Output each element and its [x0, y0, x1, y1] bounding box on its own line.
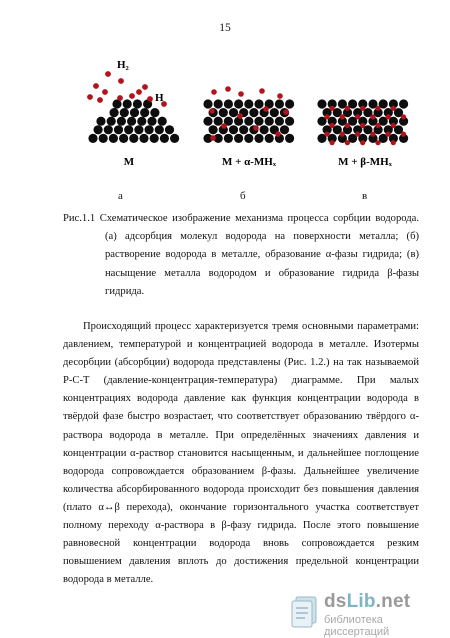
metal-atom	[270, 108, 279, 117]
metal-atom	[265, 134, 274, 143]
panel-c-beta-phase	[317, 99, 408, 145]
metal-atom	[140, 108, 149, 117]
metal-atom	[275, 117, 284, 126]
metal-atom	[160, 134, 169, 143]
panel-a-letter: а	[118, 190, 123, 202]
hydrogen-atom	[375, 123, 380, 128]
hydrogen-atom	[147, 96, 153, 102]
hydrogen-atom	[391, 123, 396, 128]
hydrogen-atom	[360, 106, 365, 111]
hydrogen-atom	[129, 93, 135, 99]
metal-atom	[150, 108, 159, 117]
metal-atom	[158, 117, 167, 126]
metal-atom	[317, 99, 326, 108]
metal-atom	[203, 99, 212, 108]
metal-atom	[134, 125, 143, 134]
figure-caption	[63, 210, 419, 301]
hydrogen-atom	[375, 140, 380, 145]
hydrogen-atom	[330, 123, 335, 128]
metal-atom	[129, 134, 138, 143]
hydrogen-atom	[275, 131, 281, 137]
hydrogen-atom	[340, 114, 345, 119]
metal-atom	[107, 117, 116, 126]
metal-atom	[224, 134, 233, 143]
hydrogen-atom	[259, 88, 265, 94]
panel-a-label: M	[123, 156, 135, 168]
hydrogen-atom	[221, 123, 227, 129]
watermark-tagline: библиотека диссертаций	[324, 614, 390, 638]
metal-atom	[229, 125, 238, 134]
caption-head: Рис.1.1 Схематическое изображение механизма процесса сорбции водорода.	[63, 213, 419, 224]
hydrogen-atom	[102, 89, 108, 95]
metal-atom	[249, 108, 258, 117]
metal-atom	[229, 108, 238, 117]
metal-atom	[280, 125, 289, 134]
hydrogen-atom	[283, 109, 289, 115]
metal-atom	[127, 117, 136, 126]
hydrogen-atom	[386, 132, 391, 137]
hydrogen-atom	[330, 106, 335, 111]
metal-atom	[219, 108, 228, 117]
hydrogen-atom	[401, 132, 406, 137]
metal-atom	[224, 99, 233, 108]
panel-c-label: M + β-MHₓ	[338, 156, 392, 168]
hydrogen-atom	[391, 106, 396, 111]
metal-atom	[130, 108, 139, 117]
metal-atom	[170, 134, 179, 143]
panel-c-letter: в	[362, 190, 368, 202]
metal-atom	[150, 134, 159, 143]
caption-body: (а) адсорбция молекул водорода на поверхности металла; (б) растворение водорода в металле, образование α-фазы гидрида; (в) насыщение металла водородом и образование гидрида β-фазы гидрида.	[105, 231, 419, 297]
body-paragraph: Происходящий процесс характеризуется тремя основными параметрами: давлением, температурой и концентрацией водорода в металле. Изотермы десорбции (абсорбции) водорода представлены (Рис. 1.2.) на так называемой P-C-T (давление-концентрация-температура) диаграмме. При малых концентрациях водорода давление как функция концентрации водорода в твёрдой фазе быстро возрастает, что соответствует образованию твёрдого α-раствора водорода в металле. При определённых значениях давления и концентрации α-раствор становится насыщенным, и дальнейшее поглощение водорода сопровождается образованием β-фазы. Дальнейшее увеличение количества абсорбированного водорода происходит без повышения давления (плато α↔β перехода), окончание горизонтального участка соответствует полному переходу α-раствора в β-фазу гидрида. После этого повышение равновесной концентрации водорода вновь сопровождается резким повышением давления вплоть до достижения предельной концентрации водорода в металле.	[63, 321, 419, 586]
panel-b-alpha-phase	[203, 86, 294, 143]
brand-net: .net	[375, 591, 411, 612]
metal-atom	[214, 117, 223, 126]
metal-atom	[110, 108, 119, 117]
metal-atom	[234, 134, 243, 143]
hydrogen-atom	[355, 132, 360, 137]
hydrogen-atom	[238, 91, 244, 97]
hydrogen-atom	[142, 84, 148, 90]
metal-atom	[119, 134, 128, 143]
metal-atom	[99, 134, 108, 143]
watermark-brand	[324, 591, 410, 613]
hydrogen-atom	[345, 106, 350, 111]
hydrogen-atom	[324, 132, 329, 137]
panel-b-letter: б	[240, 190, 246, 202]
metal-atom	[109, 134, 118, 143]
h2-gas-label: H₂	[117, 59, 129, 71]
hydrogen-atom	[209, 108, 215, 114]
hydrogen-atom	[211, 89, 217, 95]
hydrogen-atom	[324, 114, 329, 119]
hydrogen-atom	[345, 123, 350, 128]
metal-atom	[239, 125, 248, 134]
hydrogen-atom	[277, 93, 283, 99]
hydrogen-atom	[370, 114, 375, 119]
metal-atom	[124, 125, 133, 134]
metal-atom	[209, 125, 218, 134]
metal-atom	[155, 125, 164, 134]
metal-atom	[285, 134, 294, 143]
hydrogen-atom	[210, 135, 216, 141]
page-number: 15	[219, 22, 231, 34]
metal-atom	[254, 117, 263, 126]
hydrogen-atom	[97, 97, 103, 103]
figure-panel-letters	[0, 190, 450, 206]
hydrogen-atom	[386, 114, 391, 119]
hydrogen-atom	[105, 71, 111, 77]
metal-atom	[260, 125, 269, 134]
metal-atom	[165, 125, 174, 134]
hydrogen-atom	[225, 86, 231, 92]
metal-atom	[88, 134, 97, 143]
dslib-logo-icon	[290, 593, 320, 629]
sorption-mechanism-figure	[0, 0, 450, 190]
metal-atom	[147, 117, 156, 126]
metal-atom	[123, 99, 132, 108]
metal-atom	[244, 134, 253, 143]
metal-atom	[234, 99, 243, 108]
hydrogen-atom	[136, 89, 142, 95]
hydrogen-atom	[330, 140, 335, 145]
metal-atom	[137, 117, 146, 126]
hydrogen-atom	[117, 95, 123, 101]
metal-atom	[244, 99, 253, 108]
hydrogen-atom	[93, 83, 99, 89]
brand-ds: ds	[324, 591, 347, 612]
metal-atom	[114, 125, 123, 134]
metal-atom	[265, 117, 274, 126]
brand-lib: Lib	[346, 591, 376, 612]
hydrogen-atom	[340, 132, 345, 137]
hydrogen-atom	[401, 114, 406, 119]
hydrogen-atom	[118, 78, 124, 84]
hydrogen-atom	[253, 125, 259, 131]
metal-atom	[285, 99, 294, 108]
metal-atom	[244, 117, 253, 126]
metal-atom	[117, 117, 126, 126]
metal-atom	[254, 99, 263, 108]
metal-atom	[254, 134, 263, 143]
panel-b-label: M + α-MHₓ	[221, 156, 277, 168]
metal-atom	[275, 99, 284, 108]
metal-atom	[214, 99, 223, 108]
hydrogen-atom	[375, 106, 380, 111]
hydrogen-atom	[263, 106, 269, 112]
metal-atom	[285, 117, 294, 126]
hydrogen-atom	[391, 140, 396, 145]
hydrogen-atom	[360, 140, 365, 145]
hydrogen-atom	[355, 114, 360, 119]
h-atom-label: H	[155, 92, 164, 104]
metal-atom	[120, 108, 129, 117]
panel-a-adsorption	[87, 71, 179, 143]
hydrogen-atom	[87, 94, 93, 100]
metal-atom	[96, 117, 105, 126]
hydrogen-atom	[360, 123, 365, 128]
metal-atom	[203, 117, 212, 126]
metal-atom	[139, 134, 148, 143]
metal-atom	[145, 125, 154, 134]
hydrogen-atom	[345, 140, 350, 145]
metal-atom	[104, 125, 113, 134]
metal-atom	[133, 99, 142, 108]
metal-atom	[399, 99, 408, 108]
hydrogen-atom	[370, 132, 375, 137]
dslib-watermark	[290, 591, 440, 638]
hydrogen-atom	[237, 113, 243, 119]
metal-atom	[94, 125, 103, 134]
